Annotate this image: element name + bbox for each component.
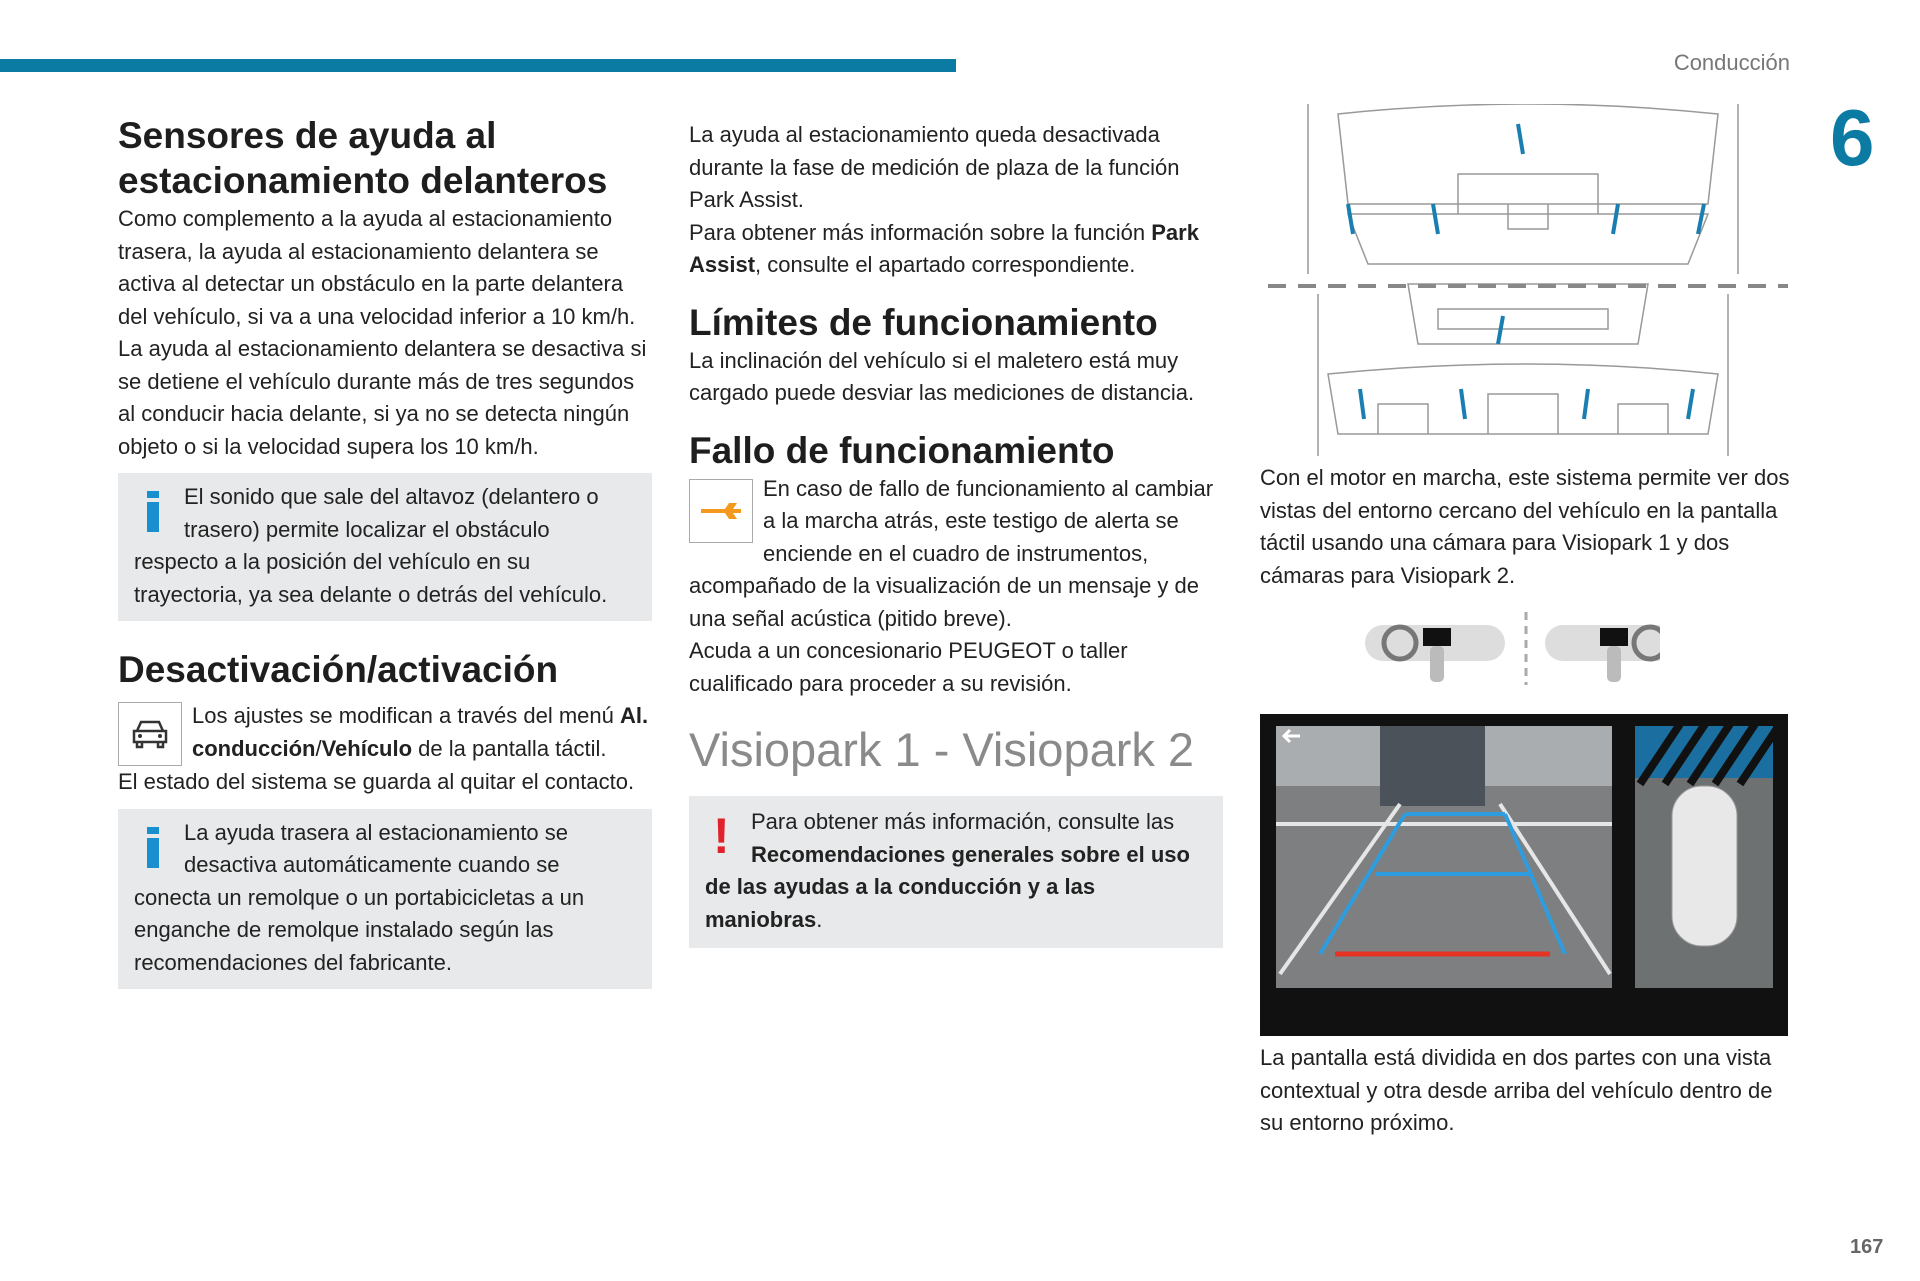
text: de la pantalla táctil. [412,735,607,761]
paragraph: La ayuda al estacionamiento delantera se desactiva si se detiene el vehículo durante más de tres segundos al conducir hacia delante, si ya no se detecta ningún objeto o si la velocidad supera los 10 km/h. [118,336,647,459]
paragraph: En caso de fallo de funcionamiento al cambiar a la marcha atrás, este testigo de alerta se enciende en el cuadro de instrumentos, acompañado de la visualización de un mensaje y de una señal acústica (pitido breve). [689,475,1214,631]
paragraph: La ayuda al estacionamiento queda desactivada durante la fase de medición de plaza de la función Park Assist. [689,122,1180,212]
heading-malfunction: Fallo de funcionamiento [689,429,1115,471]
paragraph: Acuda a un concesionario PEUGEOT o taller cualificado para proceder a su revisión. [689,638,1128,696]
text: , consulte el apartado correspondiente. [755,252,1136,277]
camera-count-illustration [1360,610,1660,690]
section-title: Conducción [1673,50,1790,75]
feature-name: Park Assist [689,219,1199,277]
chapter-color-bar [0,59,956,72]
text: / [315,735,322,761]
info-note-text: La ayuda trasera al estacionamiento se desactiva automáticamente cuando se conecta un remolque o un portabicicletas a un enganche de remolque instalado según las recomendaciones del fabricante. [134,819,585,975]
reference-link: Recomendaciones generales sobre el uso de las ayudas a la conducción y a las maniobras [705,841,1190,932]
text: Para obtener más información, consulte las [751,809,1175,834]
wrench-warning-icon [689,479,753,543]
heading-deactivation: Desactivación/activación [118,649,559,690]
info-icon [146,827,160,867]
info-note-text: El sonido que sale del altavoz (delantero o trasero) permite localizar el obstáculo respecto a la posición del vehículo en su trayectoria, ya sea delante o detrás del vehículo. [134,484,608,607]
paragraph: La pantalla está dividida en dos partes con una vista contextual y otra desde arriba del vehículo dentro de su entorno próximo. [1260,1045,1773,1135]
info-note [118,473,652,621]
info-icon [146,491,160,531]
column-2 [689,119,1223,948]
paragraph: La inclinación del vehículo si el maletero está muy cargado puede desviar las mediciones de distancia. [689,347,1195,405]
menu-path: Al. conducción [192,703,649,761]
text: Para obtener más información sobre la función [689,219,1152,245]
page-number: 167 [1850,1236,1884,1258]
column-1 [118,113,652,989]
heading-visiopark: Visiopark 1 - Visiopark 2 [689,723,1195,776]
text: . [816,906,823,932]
column-3-intro [1260,462,1790,592]
sensor-location-diagram [1268,104,1788,456]
heading-limits: Límites de funcionamiento [689,301,1158,343]
paragraph: Como complemento a la ayuda al estacionamiento trasera, la ayuda al estacionamiento delantera se activa al detectar un obstáculo en la parte delantera del vehículo, si va a una velocidad inferior a 10 km/h. [118,206,636,329]
column-3-caption [1260,1042,1790,1140]
paragraph: Con el motor en marcha, este sistema permite ver dos vistas del entorno cercano del vehículo en la pantalla táctil usando una cámara para Visiopark 1 y dos cámaras para Visiopark 2. [1260,465,1790,588]
camera-screen-image [1260,714,1788,1036]
paragraph: El estado del sistema se guarda al quitar el contacto. [118,769,635,794]
heading-front-sensors: Sensores de ayuda al estacionamiento delanteros [118,115,608,201]
car-settings-icon [118,702,182,766]
warning-note [689,796,1223,948]
chapter-number: 6 [1830,93,1875,182]
text: Los ajustes se modifican a través del menú [192,703,621,728]
warning-exclamation-icon: ! [713,808,730,864]
menu-path: Vehículo [321,735,413,761]
info-note [118,809,652,990]
